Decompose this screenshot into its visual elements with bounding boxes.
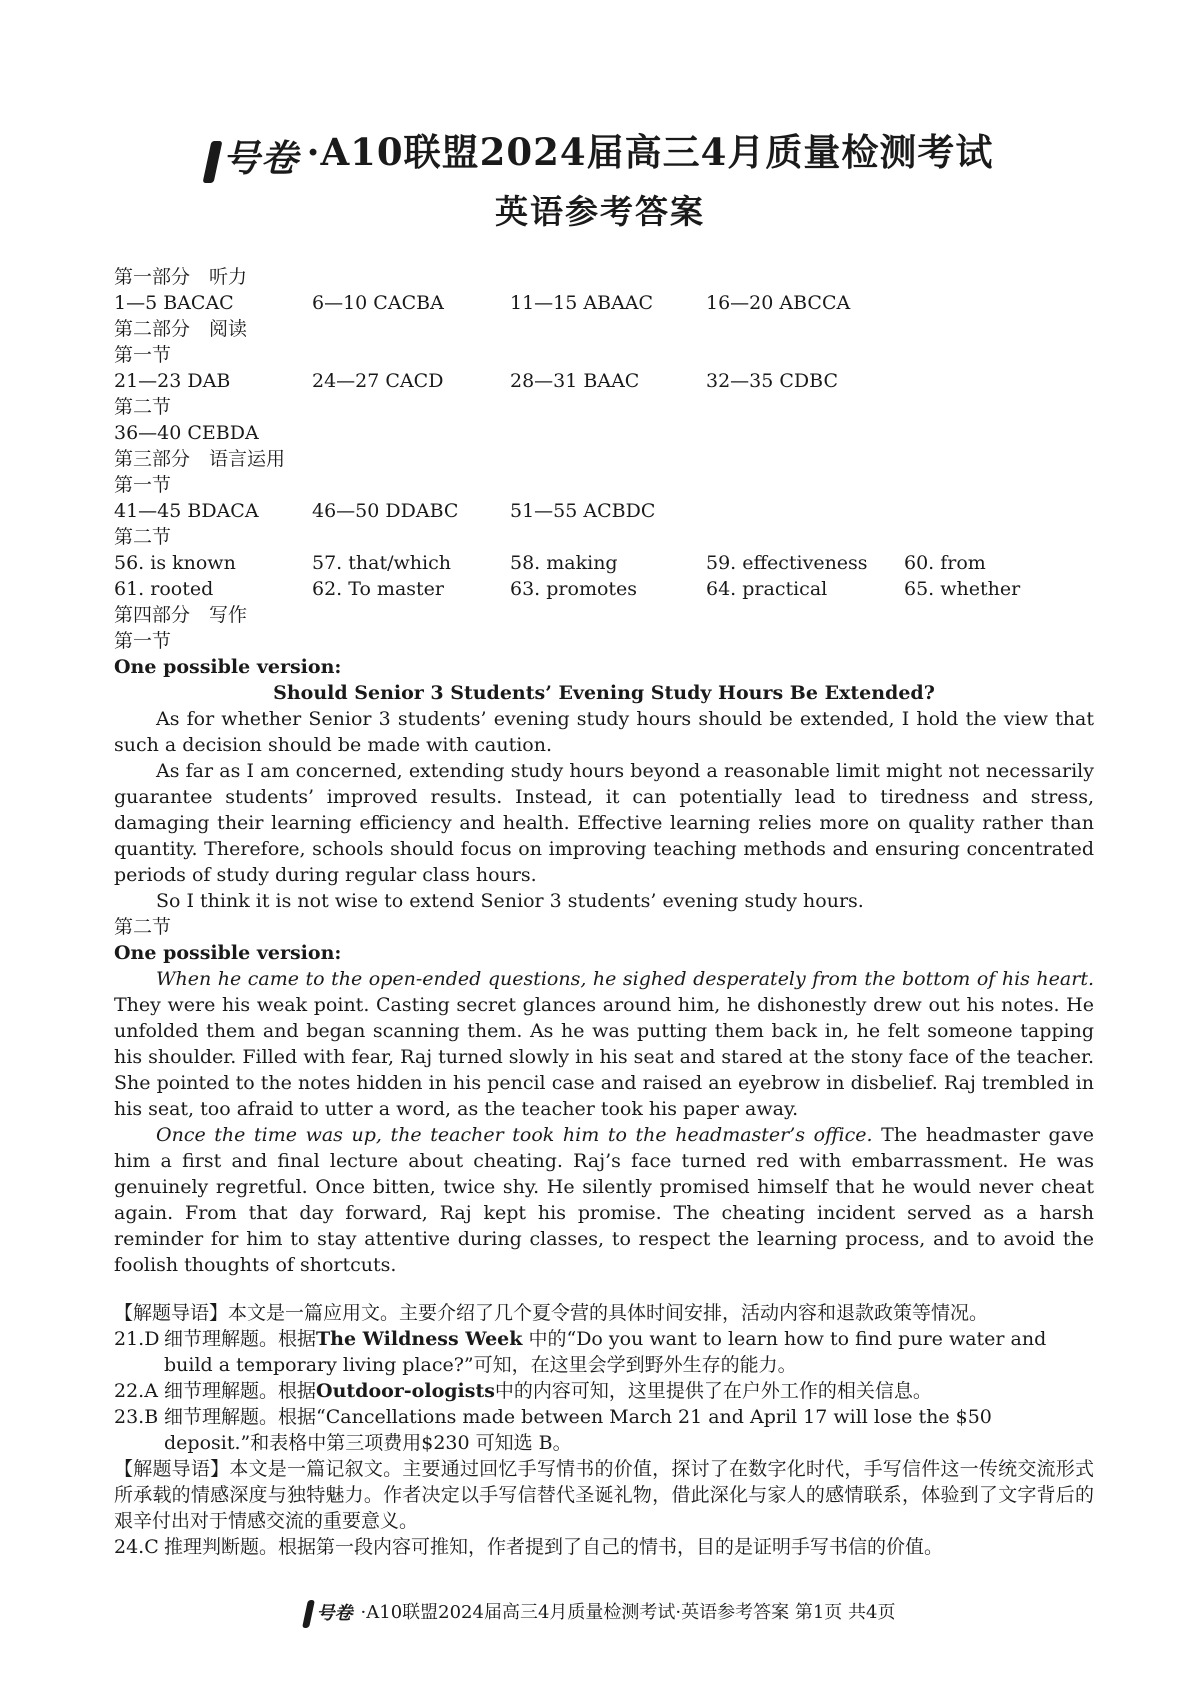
story-paragraph — [114, 966, 1094, 1122]
answer-group: 28—31 BAAC — [510, 370, 640, 392]
answer-content — [114, 264, 1094, 1560]
answer-group: 24—27 CACD — [312, 370, 444, 392]
fill-answer: 63. promotes — [510, 578, 638, 600]
given-sentence: Once the time was up, the teacher took him to the headmaster’s office. — [156, 1124, 873, 1146]
answer-group: 1—5 BACAC — [114, 292, 234, 314]
answer-group: 21—23 DAB — [114, 370, 231, 392]
fill-answer: 62. To master — [312, 578, 444, 600]
question-answer: 22.A — [114, 1380, 158, 1402]
essay-paragraph: As far as I am concerned, extending study hours beyond a reasonable limit might not necessarily guarantee students’ improved results. Instead, it can potentially lead to tiredness and stress, damaging their learning efficiency and health. Effective learning relies more on quality rather than quantity. Therefore, schools should focus on improving teaching methods and ensuring concentrated periods of study during regular class hours. — [114, 760, 1094, 886]
version-label: One possible version: — [114, 656, 342, 678]
fill-answer: 56. is known — [114, 552, 236, 574]
part2-sec1: 第一节 — [114, 344, 172, 366]
part2-heading: 第二部分 阅读 — [114, 318, 248, 340]
essay-paragraph: As for whether Senior 3 students’ evening study hours should be extended, I hold the view that such a decision should be made with caution. — [114, 708, 1094, 756]
version-label: One possible version: — [114, 942, 342, 964]
answer-group: 32—35 CDBC — [706, 370, 839, 392]
logo-mark-icon — [202, 141, 222, 183]
answer-group: 51—55 ACBDC — [510, 500, 656, 522]
guide-text: 【解题导语】本文是一篇应用文。主要介绍了几个夏令营的具体时间安排，活动内容和退款政策等情况。 — [114, 1302, 989, 1324]
fill-answer: 57. that/which — [312, 552, 451, 574]
question-answer: 21.D — [114, 1328, 160, 1350]
question-answer: 24.C — [114, 1536, 159, 1558]
brand-logo: 号卷 — [305, 1599, 353, 1628]
fill-answer: 65. whether — [904, 578, 1021, 600]
given-sentence: When he came to the open-ended questions, he sighed desperately from the bottom of his heart. — [156, 968, 1094, 990]
part2-sec2: 第二节 — [114, 396, 172, 418]
explanation-item: 23.B 细节理解题。根据“Cancellations made between March 21 and April 17 will lose the $50 deposit.”和表格中第三项费用$230 可知选 B。 — [114, 1406, 992, 1454]
part4-sec2: 第二节 — [114, 916, 172, 938]
continuation-text: They were his weak point. Casting secret glances around him, he dishonestly drew out his notes. He unfolded them and began scanning them. As he was putting them back in, he felt someone tapping his shoulder. Filled with fear, Raj turned slowly in his seat and stared at the stony face of the teacher. She pointed to the notes hidden in his pencil case and raised an eyebrow in disbelief. Raj trembled in his seat, too afraid to utter a word, as the teacher took his paper away. — [114, 994, 1094, 1120]
answer-group: 46—50 DDABC — [312, 500, 459, 522]
essay-title: Should Senior 3 Students’ Evening Study Hours Be Extended? — [273, 682, 935, 704]
answer-group: 41—45 BDACA — [114, 500, 259, 522]
answer-group: 11—15 ABAAC — [510, 292, 654, 314]
part3-sec2: 第二节 — [114, 526, 172, 548]
explanation-item: 22.A 细节理解题。根据Outdoor-ologists中的内容可知，这里提供了在户外工作的相关信息。 — [114, 1380, 932, 1402]
part3-sec1: 第一节 — [114, 474, 172, 496]
explanations — [114, 1300, 1094, 1560]
part3-heading: 第三部分 语言运用 — [114, 448, 286, 470]
fill-answers-row2 — [114, 576, 1094, 602]
explanation-item: 24.C 推理判断题。根据第一段内容可推知，作者提到了自己的情书，目的是证明手写书信的价值。 — [114, 1536, 944, 1558]
part4-sec1: 第一节 — [114, 630, 172, 652]
guide-text: 【解题导语】本文是一篇记叙文。主要通过回忆手写情书的价值，探讨了在数字化时代，手写信件这一传统交流形式所承载的情感深度与独特魅力。作者决定以手写信替代圣诞礼物，借此深化与家人的感情联系，体验到了文字背后的艰辛付出对于情感交流的重要意义。 — [114, 1458, 1094, 1532]
page-footer: 号卷 ·A10联盟2024届高三4月质量检测考试·英语参考答案 第1页 共4页 — [0, 1598, 1200, 1628]
fill-answer: 61. rooted — [114, 578, 214, 600]
part4-heading: 第四部分 写作 — [114, 604, 248, 626]
part1-answers — [114, 290, 1094, 316]
logo-mark-icon — [302, 1600, 315, 1628]
explanation-item: 21.D 细节理解题。根据The Wildness Week 中的“Do you want to learn how to find pure water and build a temporary living place?”可知，在这里会学到野外生存的能力。 — [114, 1328, 1047, 1376]
answer-group: 6—10 CACBA — [312, 292, 444, 314]
fill-answer: 64. practical — [706, 578, 828, 600]
answer-group: 16—20 ABCCA — [706, 292, 851, 314]
question-answer: 23.B — [114, 1406, 159, 1428]
fill-answer: 59. effectiveness — [706, 552, 868, 574]
part2-sec1-answers — [114, 368, 1094, 394]
fill-answer: 58. making — [510, 552, 618, 574]
part3-sec1-answers — [114, 498, 1094, 524]
essay-paragraph: So I think it is not wise to extend Senior 3 students’ evening study hours. — [156, 890, 864, 912]
page-subtitle: 英语参考答案 — [495, 192, 705, 231]
story-paragraph — [114, 1122, 1094, 1278]
fill-answers-row1 — [114, 550, 1094, 576]
continuation-text: The headmaster gave him a first and final lecture about cheating. Raj’s face turned red with embarrassment. He was genuinely regretful. Once bitten, twice shy. He silently promised himself that he would never cheat again. From that day forward, Raj kept his promise. The cheating incident served as a harsh reminder for him to stay attentive during classes, to respect the learning process, and to avoid the foolish thoughts of shortcuts. — [114, 1124, 1094, 1276]
brand-logo: 号卷 — [207, 128, 299, 183]
answer-group: 36—40 CEBDA — [114, 422, 259, 444]
part1-heading: 第一部分 听力 — [114, 266, 248, 288]
fill-answer: 60. from — [904, 552, 986, 574]
header-title: 号卷 ·A10联盟2024届高三4月质量检测考试 — [0, 122, 1200, 183]
